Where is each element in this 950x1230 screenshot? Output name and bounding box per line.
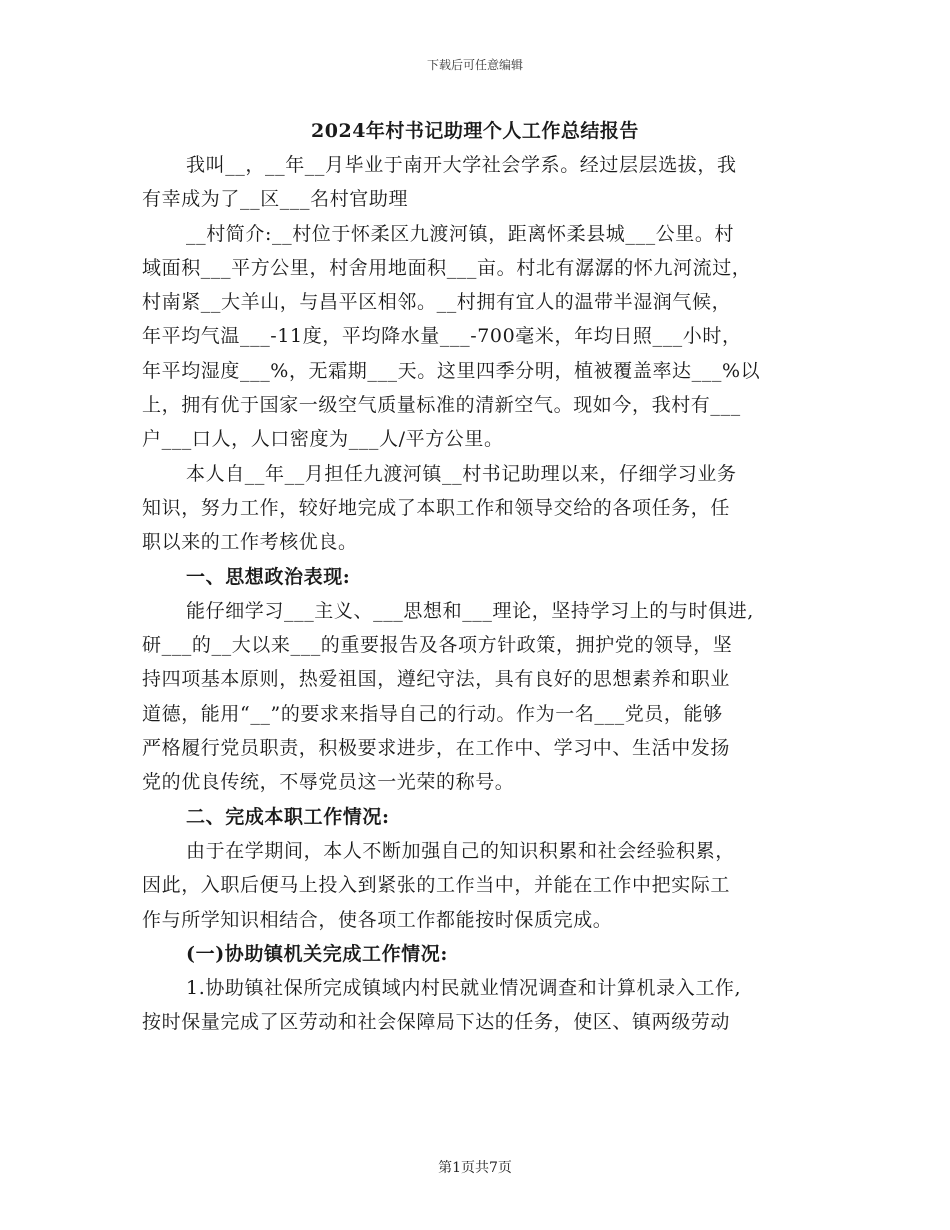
paragraph-line: 研___的__大以来___的重要报告及各项方针政策，拥护党的领导，坚: [142, 634, 733, 657]
paragraph-line: 户___口人，人口密度为___人/平方公里。: [142, 428, 504, 451]
paragraph-line: 村南紧__大羊山，与昌平区相邻。__村拥有宜人的温带半湿润气候，: [142, 291, 732, 314]
paragraph-line: 作与所学知识相结合，使各项工作都能按时保质完成。: [142, 908, 613, 931]
paragraph-line: 年平均气温___-11度，平均降水量___-700毫米，年均日照___小时，: [142, 325, 742, 348]
paragraph-line: 有幸成为了__区___名村官助理: [142, 188, 409, 211]
page-number: 第1页共7页: [438, 1160, 512, 1176]
section-heading: 一、思想政治表现:: [186, 565, 351, 588]
paragraph-line: 持四项基本原则，热爱祖国，遵纪守法，具有良好的思想素养和职业: [142, 668, 731, 691]
paragraph-line: 党的优良传统，不辱党员这一光荣的称号。: [142, 771, 515, 794]
paragraph-line: 年平均湿度___%，无霜期___天。这里四季分明，植被覆盖率达___%以: [142, 359, 761, 382]
paragraph-line: 按时保量完成了区劳动和社会保障局下达的任务，使区、镇两级劳动: [142, 1011, 731, 1034]
paragraph-line: 职以来的工作考核优良。: [142, 531, 358, 554]
paragraph-line: 我叫__，__年__月毕业于南开大学社会学系。经过层层选拔，我: [186, 154, 737, 176]
section-heading: 二、完成本职工作情况:: [186, 805, 390, 828]
paragraph-line: 严格履行党员职责，积极要求进步，在工作中、学习中、生活中发扬: [142, 737, 731, 760]
paragraph-line: 因此，入职后便马上投入到紧张的工作当中，并能在工作中把实际工: [142, 874, 731, 897]
paragraph-line: 1.协助镇社保所完成镇域内村民就业情况调查和计算机录入工作,: [186, 977, 742, 1000]
paragraph-line: 由于在学期间，本人不断加强自己的知识积累和社会经验积累，: [186, 839, 735, 862]
document-title: 2024年村书记助理个人工作总结报告: [311, 120, 639, 142]
header-note: 下载后可任意编辑: [426, 58, 523, 72]
paragraph-line: 能仔细学习___主义、___思想和___理论，坚持学习上的与时俱进,: [186, 599, 754, 622]
subsection-heading: (一)协助镇机关完成工作情况:: [186, 942, 448, 965]
paragraph-line: __村简介:__村位于怀柔区九渡河镇，距离怀柔县城___公里。村: [186, 222, 735, 245]
paragraph-line: 知识，努力工作，较好地完成了本职工作和领导交给的各项任务，任: [142, 496, 731, 519]
paragraph-line: 道德，能用“__”的要求来指导自己的行动。作为一名___党员，能够: [142, 702, 723, 725]
document-body: [142, 148, 822, 1040]
paragraph-line: 上，拥有优于国家一级空气质量标准的清新空气。现如今，我村有___: [142, 394, 741, 417]
paragraph-line: 域面积___平方公里，村舍用地面积___亩。村北有潺潺的怀九河流过，: [142, 256, 752, 279]
paragraph-line: 本人自__年__月担任九渡河镇__村书记助理以来，仔细学习业务: [186, 462, 737, 485]
